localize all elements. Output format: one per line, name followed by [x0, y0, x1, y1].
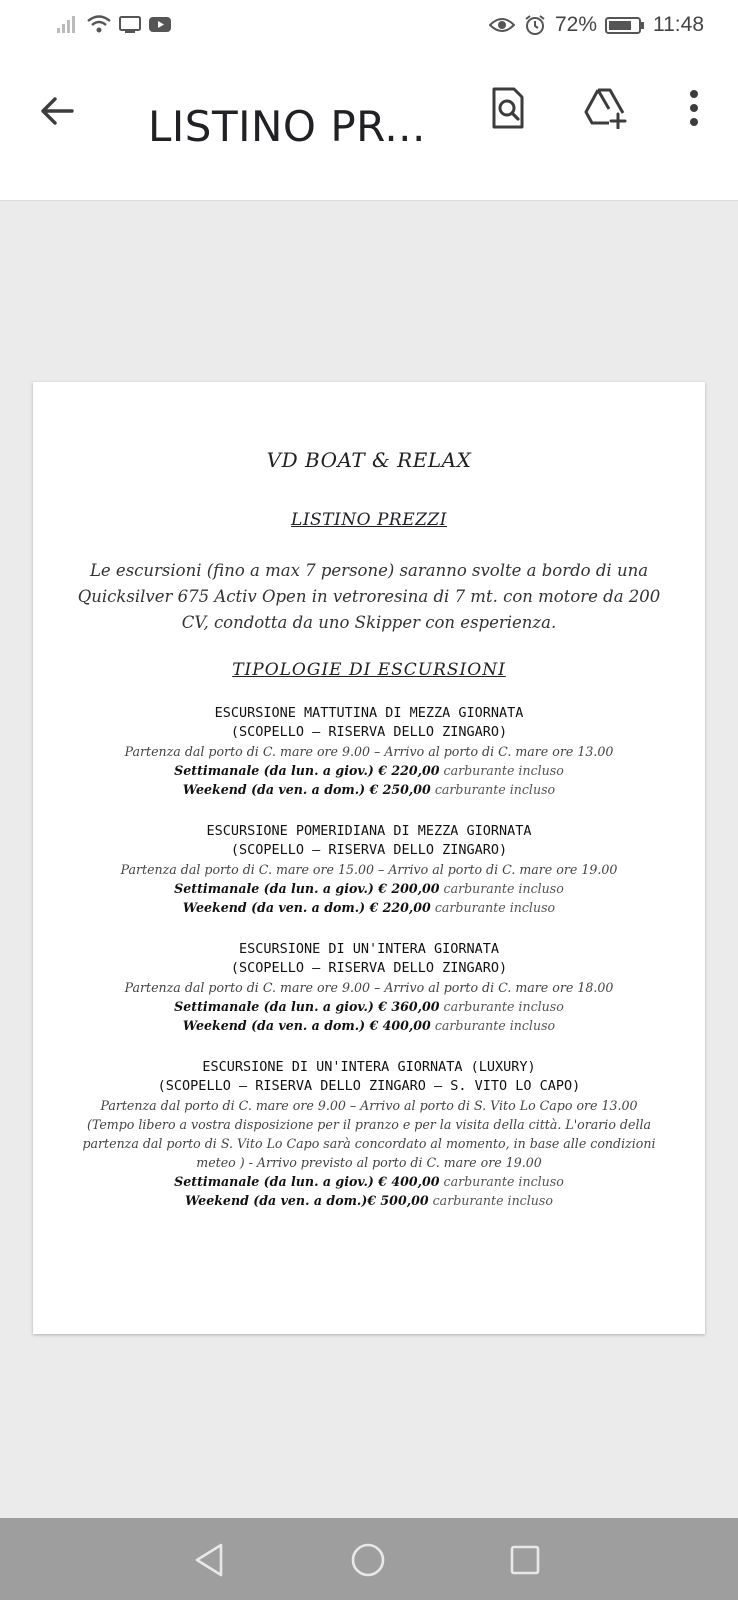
- weekday-price: Settimanale (da lun. a giov.) € 360,00 carburante incluso: [174, 999, 564, 1014]
- excursion-detail: (Tempo libero a vostra disposizione per il pranzo e per la visita della città. L'orario della: [86, 1117, 652, 1132]
- app-bar: [0, 52, 738, 201]
- add-to-drive-icon: [583, 87, 629, 129]
- excursion-name: ESCURSIONE POMERIDIANA DI MEZZA GIORNATA: [206, 823, 532, 839]
- search-document-icon: [488, 86, 528, 130]
- nav-home-button[interactable]: [348, 1540, 388, 1580]
- weekday-price: Settimanale (da lun. a giov.) € 200,00 carburante incluso: [174, 881, 564, 896]
- nav-recent-icon: [509, 1544, 541, 1576]
- battery-icon: [605, 15, 645, 35]
- excursion-detail: Partenza dal porto di C. mare ore 9.00 – Arrivo al porto di C. mare ore 18.00: [124, 980, 614, 995]
- excursion-route: (SCOPELLO – RISERVA DELLO ZINGARO – S. VITO LO CAPO): [157, 1078, 581, 1094]
- more-options-button[interactable]: [668, 82, 720, 134]
- excursion-detail: meteo ) - Arrivo previsto al porto di C. mare ore 19.00: [196, 1155, 542, 1170]
- document-title: VD BOAT & RELAX: [266, 448, 472, 472]
- nav-recent-apps-button[interactable]: [505, 1540, 545, 1580]
- weekend-price: Weekend (da ven. a dom.)€ 500,00 carburante incluso: [185, 1193, 553, 1208]
- add-to-drive-button[interactable]: [580, 82, 632, 134]
- excursion-morning: [63, 704, 675, 799]
- page-title: LISTINO PR...: [148, 102, 426, 151]
- more-vert-icon: [688, 88, 700, 128]
- excursion-route: (SCOPELLO – RISERVA DELLO ZINGARO): [230, 960, 508, 976]
- nav-back-button[interactable]: [190, 1540, 230, 1580]
- excursion-detail: Partenza dal porto di C. mare ore 9.00 – Arrivo al porto di C. mare ore 13.00: [124, 744, 614, 759]
- cast-icon: [118, 14, 142, 34]
- section-heading: TIPOLOGIE DI ESCURSIONI: [232, 660, 506, 680]
- weekend-price: Weekend (da ven. a dom.) € 400,00 carburante incluso: [182, 1018, 556, 1033]
- eye-icon: [489, 15, 515, 35]
- back-button[interactable]: [34, 88, 80, 134]
- wifi-icon: [86, 14, 112, 34]
- excursion-detail: Partenza dal porto di C. mare ore 9.00 – Arrivo al porto di S. Vito Lo Capo ore 13.00: [100, 1098, 638, 1113]
- excursion-full-day-luxury: [53, 1058, 685, 1210]
- excursion-name: ESCURSIONE MATTUTINA DI MEZZA GIORNATA: [214, 705, 524, 721]
- search-document-button[interactable]: [482, 82, 534, 134]
- excursion-full-day: [63, 940, 675, 1035]
- navigation-bar: [0, 1518, 738, 1600]
- status-bar: [0, 0, 738, 52]
- weekend-price: Weekend (da ven. a dom.) € 250,00 carburante incluso: [182, 782, 556, 797]
- back-arrow-icon: [34, 88, 80, 134]
- excursion-name: ESCURSIONE DI UN'INTERA GIORNATA (LUXURY): [202, 1059, 536, 1075]
- status-right: [489, 13, 704, 37]
- excursion-afternoon: [63, 822, 675, 917]
- clock: 11:48: [653, 13, 704, 36]
- excursion-detail: Partenza dal porto di C. mare ore 15.00 – Arrivo al porto di C. mare ore 19.00: [120, 862, 618, 877]
- excursion-name: ESCURSIONE DI UN'INTERA GIORNATA: [238, 941, 500, 957]
- document-page[interactable]: [33, 382, 705, 1334]
- signal-icon: [56, 14, 80, 34]
- weekday-price: Settimanale (da lun. a giov.) € 400,00 carburante incluso: [174, 1174, 564, 1189]
- excursion-route: (SCOPELLO – RISERVA DELLO ZINGARO): [230, 724, 508, 740]
- weekend-price: Weekend (da ven. a dom.) € 220,00 carburante incluso: [182, 900, 556, 915]
- document-subtitle: LISTINO PREZZI: [291, 510, 447, 530]
- nav-home-icon: [350, 1542, 386, 1578]
- excursion-route: (SCOPELLO – RISERVA DELLO ZINGARO): [230, 842, 508, 858]
- status-left: [56, 14, 172, 34]
- nav-back-icon: [193, 1542, 227, 1578]
- alarm-icon: [523, 14, 547, 36]
- weekday-price: Settimanale (da lun. a giov.) € 220,00 carburante incluso: [174, 763, 564, 778]
- document-intro: Le escursioni (fino a max 7 persone) saranno svolte a bordo di una Quicksilver 675 Activ Open in vetroresina di 7 mt. con motore da 200 CV, condotta da uno Skipper con esperienza.: [77, 561, 661, 632]
- battery-percent: 72%: [554, 13, 597, 36]
- excursion-detail: partenza dal porto di S. Vito Lo Capo sarà concordato al momento, in base alle condizioni: [82, 1136, 656, 1151]
- youtube-icon: [148, 14, 172, 34]
